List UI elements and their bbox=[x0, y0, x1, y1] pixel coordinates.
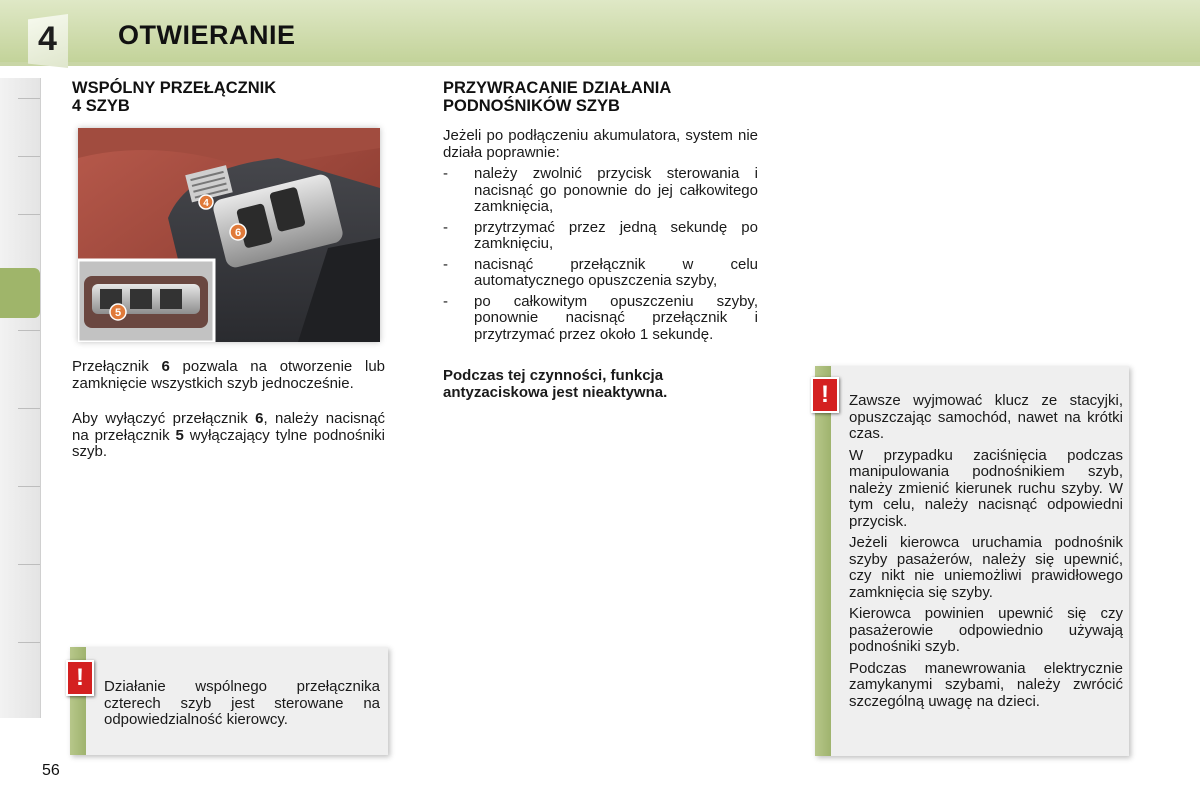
step-text: nacisnąć przełącznik w celu automatycznego opuszczenia szyby, bbox=[474, 255, 758, 289]
chapter-index-active-tab bbox=[0, 268, 40, 318]
section-heading-common-switch bbox=[72, 79, 372, 115]
text-run: wyłączający tylne podnośniki szyb. bbox=[72, 426, 385, 460]
warning-paragraph: Kierowca powinien upewnić się czy pasażerowie odpowiednio używają podnośniki szyb. bbox=[849, 605, 1123, 655]
window-switch-illustration bbox=[78, 128, 380, 342]
warning-text-safety bbox=[849, 393, 1123, 715]
chapter-number: 4 bbox=[38, 20, 57, 58]
list-item bbox=[443, 166, 758, 216]
index-tick bbox=[18, 486, 40, 487]
section-heading-restore bbox=[443, 79, 773, 115]
heading-line: PRZYWRACANIE DZIAŁANIA bbox=[443, 79, 672, 97]
text-run: , należy nacisnąć na przełącznik bbox=[72, 410, 385, 444]
restore-intro: Jeżeli po podłączeniu akumulatora, system nie działa poprawnie: bbox=[443, 127, 758, 161]
warning-paragraph: Zawsze wyjmować klucz ze stacyjki, opuszczając samochód, nawet na krótki czas. bbox=[849, 392, 1123, 442]
step-text: po całkowitym opuszczeniu szyby, ponownie nacisnąć przełącznik i przytrzymać przez około 1 sekundę. bbox=[474, 292, 758, 343]
index-tick bbox=[18, 408, 40, 409]
paragraph-disable-switch bbox=[72, 411, 385, 461]
switch-ref: 6 bbox=[161, 358, 170, 375]
warning-icon: ! bbox=[811, 377, 839, 413]
warning-paragraph: Podczas manewrowania elektrycznie zamykanymi szybami, należy zwrócić szczególną uwagę na dzieci. bbox=[849, 659, 1123, 710]
list-item bbox=[443, 257, 758, 290]
index-tick bbox=[18, 98, 40, 99]
bullet-dash: - bbox=[443, 165, 448, 182]
warning-box-bar bbox=[815, 366, 831, 756]
chapter-index-rail bbox=[0, 78, 41, 718]
bullet-dash: - bbox=[443, 218, 448, 236]
header-divider bbox=[0, 62, 1200, 66]
index-tick bbox=[18, 214, 40, 215]
warning-text-driver: Działanie wspólnego przełącznika czterech szyb jest sterowane na odpowiedzialność kierowcy. bbox=[104, 678, 380, 728]
step-text: przytrzymać przez jedną sekundę po zamknięciu, bbox=[474, 218, 758, 252]
heading-line: PODNOŚNIKÓW SZYB bbox=[443, 97, 620, 115]
list-item bbox=[443, 294, 758, 344]
anti-pinch-note: Podczas tej czynności, funkcja antyzaciskowa jest nieaktywna. bbox=[443, 367, 668, 401]
switch-ref: 5 bbox=[175, 426, 184, 444]
warning-icon: ! bbox=[66, 660, 94, 696]
index-tick bbox=[18, 156, 40, 157]
text-run: pozwala na otworzenie lub zamknięcie wszystkich szyb jednocześnie. bbox=[72, 358, 386, 392]
page-number: 56 bbox=[42, 762, 60, 779]
warning-paragraph: W przypadku zaciśnięcia podczas manipulowania podnośnikiem szyb, należy zmienić kierunek ruchu szyby. W tym celu, należy nacisnąć odpowiedni przycisk. bbox=[849, 446, 1123, 530]
text-run: Aby wyłączyć przełącznik bbox=[72, 410, 256, 427]
warning-paragraph: Jeżeli kierowca uruchamia podnośnik szyby pasażerów, należy się upewnić, czy nikt nie uniemożliwi prawidłowego zamknięcia się szyby. bbox=[849, 534, 1123, 601]
step-text: należy zwolnić przycisk sterowania i nacisnąć go ponownie do jej całkowitego zamknięcia, bbox=[474, 165, 758, 215]
list-item bbox=[443, 220, 758, 253]
text-run: Przełącznik bbox=[72, 358, 162, 375]
index-tick bbox=[18, 330, 40, 331]
switch-ref: 6 bbox=[255, 410, 264, 427]
heading-line: 4 SZYB bbox=[72, 97, 130, 115]
bullet-dash: - bbox=[443, 292, 448, 310]
label-switch-6: 6 bbox=[234, 227, 242, 239]
index-tick bbox=[18, 642, 40, 643]
label-switch-4: 4 bbox=[203, 198, 209, 209]
chapter-title: OTWIERANIE bbox=[118, 20, 296, 50]
index-tick bbox=[18, 564, 40, 565]
heading-line: WSPÓLNY PRZEŁĄCZNIK bbox=[72, 79, 277, 97]
label-switch-5: 5 bbox=[114, 307, 122, 319]
bullet-dash: - bbox=[443, 255, 448, 273]
paragraph-switch-6 bbox=[72, 359, 385, 392]
window-switch-photo bbox=[78, 128, 380, 342]
restore-steps-list bbox=[443, 166, 758, 347]
